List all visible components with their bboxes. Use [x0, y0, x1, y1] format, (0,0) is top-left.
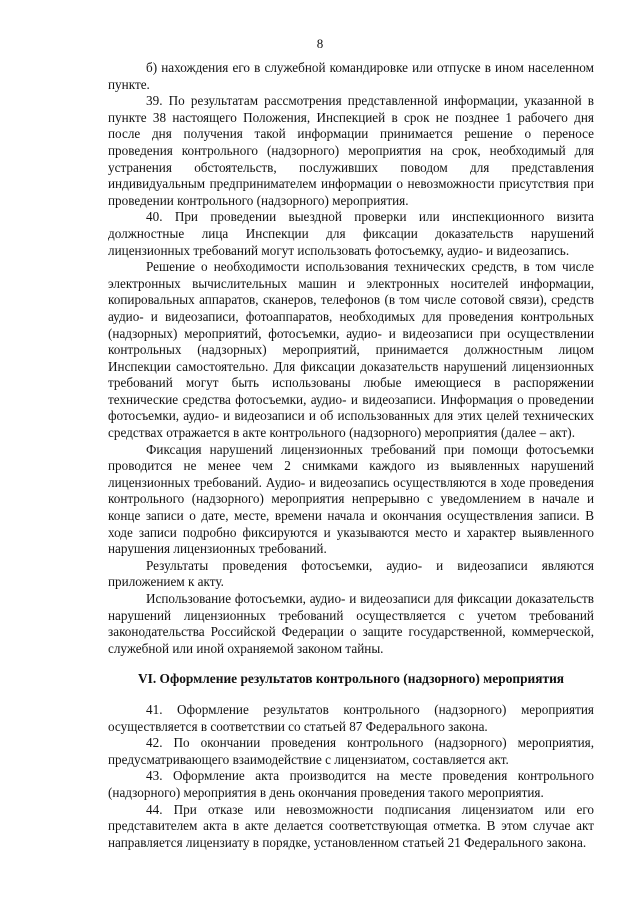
- paragraph-40-photo-fixation: Фиксация нарушений лицензионных требований при помощи фотосъемки проводится не менее чем 2 снимками каждого из выявленных нарушений лицензионных требований. Аудио- и видеозапись осуществляются в ходе проведения контрольного (надзорного) мероприятия непрерывно с уведомлением в начале и конце записи о дате, месте, времени начала и окончания осуществления записи. В ходе записи подробно фиксируются и указываются место и характер выявленного нарушения лицензионных требований.: [108, 441, 594, 557]
- paragraph-40-secrecy: Использование фотосъемки, аудио- и видеозаписи для фиксации доказательств нарушений лицензионных требований осуществляется с учетом требований законодательства Российской Федерации о защите государственной, коммерческой, служебной или иной охраняемой законом тайны.: [108, 591, 594, 656]
- paragraph-43: 43. Оформление акта производится на месте проведения контрольного (надзорного) мероприятия в день окончания проведения такого мероприятия.: [108, 768, 594, 800]
- page-number: 8: [316, 36, 324, 51]
- paragraph-44: 44. При отказе или невозможности подписания лицензиатом или его представителем акта в акте делается соответствующая отметка. В этом случае акт направляется лицензиату в порядке, установленном статьей 21 Федерального закона.: [108, 801, 594, 850]
- paragraph-41: 41. Оформление результатов контрольного (надзорного) мероприятия осуществляется в соответствии со статьей 87 Федерального закона.: [108, 701, 594, 734]
- document-body: [108, 60, 594, 851]
- paragraph-40-results-appendix: Результаты проведения фотосъемки, аудио- и видеозаписи являются приложением к акту.: [108, 557, 594, 590]
- paragraph-40-technical-means: Решение о необходимости использования технических средств, в том числе электронных вычислительных машин и электронных носителей информации, копировальных аппаратов, сканеров, телефонов (в том числе сотовой связи), средств аудио- и видеозаписи, фотоаппаратов, необходимых для проведения контрольных (надзорных) мероприятий, фотосъемки, аудио- и видеозаписи при осуществлении контрольных (надзорных) мероприятий, принимается должностным лицом Инспекции самостоятельно. Для фиксации доказательств нарушений лицензионных требований могут быть использованы любые имеющиеся в распоряжении технические средства фотосъемки, аудио- и видеозаписи. Информация о проведении фотосъемки, аудио- и видеозаписи и об использованных для этих целей технических средствах отражается в акте контрольного (надзорного) мероприятия (далее – акт).: [108, 259, 594, 441]
- section-heading: VI. Оформление результатов контрольного (надзорного) мероприятия: [137, 671, 565, 687]
- paragraph-39: 39. По результатам рассмотрения представленной информации, указанной в пункте 38 настоящего Положения, Инспекцией в срок не позднее 1 рабочего дня после дня получения такой информации принимается решение о переносе проведения контрольного (надзорного) мероприятия на срок, необходимый для устранения обстоятельств, послуживших поводом для представления индивидуальным предпринимателем информации о невозможности присутствия при проведении контрольного (надзорного) мероприятия.: [108, 93, 594, 208]
- paragraph-42: 42. По окончании проведения контрольного (надзорного) мероприятия, предусматривающего взаимодействие с лицензиатом, составляется акт.: [108, 735, 594, 767]
- paragraph-item-b: б) нахождения его в служебной командировке или отпуске в ином населенном пункте.: [108, 60, 594, 92]
- paragraph-40: 40. При проведении выездной проверки или инспекционного визита должностные лица Инспекции для фиксации доказательств нарушений лицензионных требований могут использовать фотосъемку, аудио- и видеозапись.: [108, 209, 594, 258]
